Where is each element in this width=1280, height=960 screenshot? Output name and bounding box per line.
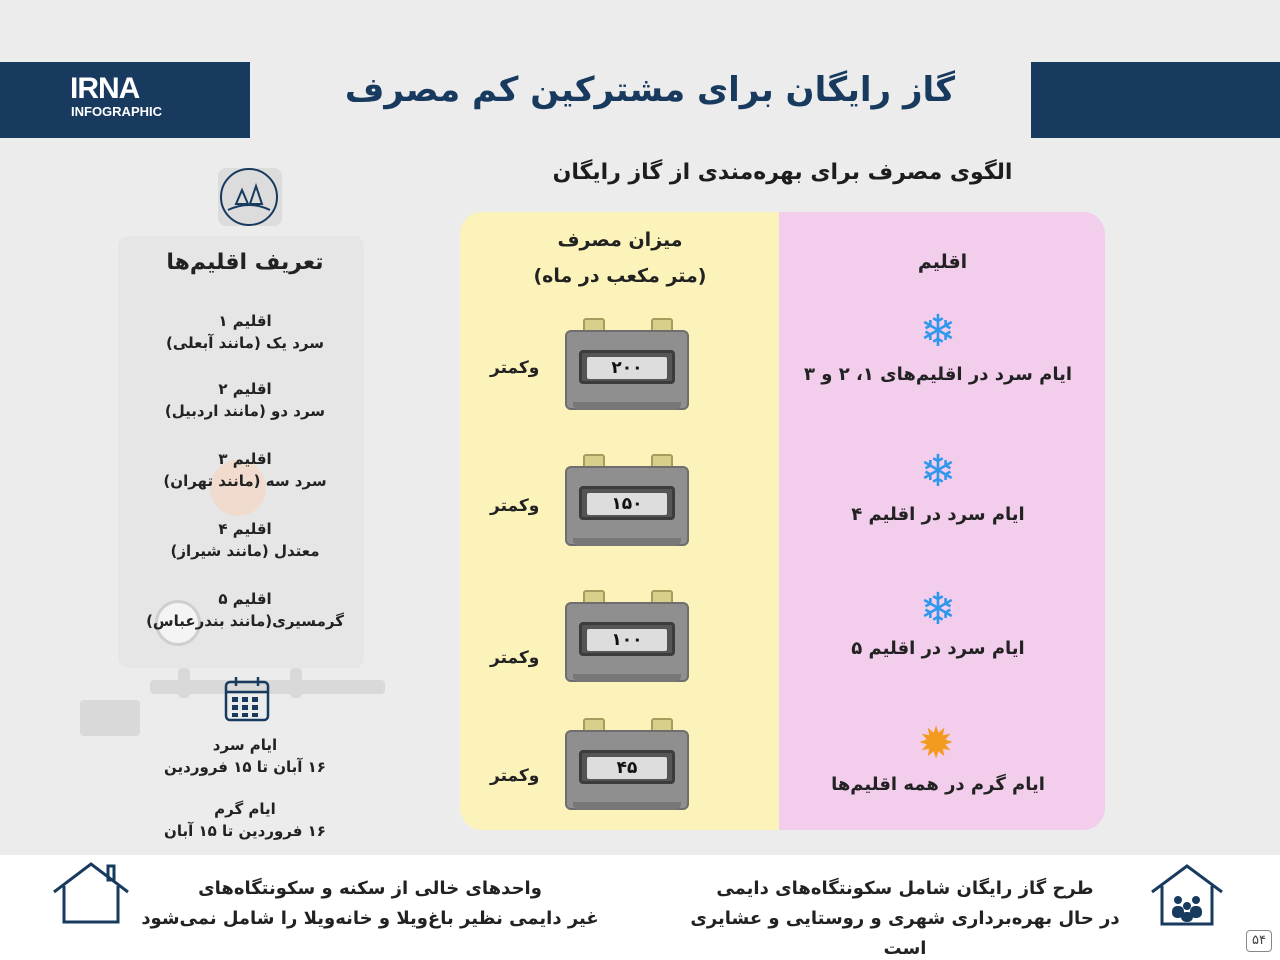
header-right-bar xyxy=(1031,62,1280,138)
zone-name: اقلیم ۱ xyxy=(218,312,272,330)
gas-meter-icon xyxy=(565,588,689,682)
usage-label: وکمتر xyxy=(490,766,540,786)
usage-label: وکمتر xyxy=(490,496,540,516)
empty-house-icon xyxy=(50,860,132,926)
section-subtitle: الگوی مصرف برای بهره‌مندی از گاز رایگان xyxy=(552,160,1013,185)
zone-description: معتدل (مانند شیراز) xyxy=(170,542,320,560)
logo-text: IRNA xyxy=(70,72,140,105)
snowflake-icon: ❄ xyxy=(919,584,957,635)
climate-description: ایام گرم در همه اقلیم‌ها xyxy=(831,774,1045,795)
climate-zone-item xyxy=(135,448,355,492)
snowflake-icon: ❄ xyxy=(919,446,957,497)
climate-zone-item xyxy=(135,310,355,354)
footer-left-text xyxy=(140,874,600,934)
zone-name: اقلیم ۲ xyxy=(218,380,272,398)
warm-days-range: ۱۶ فروردین تا ۱۵ آبان xyxy=(164,822,326,840)
climate-column-header: اقلیم xyxy=(917,251,968,273)
zone-description: سرد یک (مانند آبعلی) xyxy=(165,334,325,352)
footer-left-line1: واحدهای خالی از سکنه و سکونتگاه‌های xyxy=(198,878,542,899)
zone-name: اقلیم ۴ xyxy=(218,520,272,538)
meter-reading: ۱۰۰ xyxy=(587,629,667,651)
logo-subtext: INFOGRAPHIC xyxy=(71,104,162,119)
footer-left-line2: غیر دایمی نظیر باغ‌ویلا و خانه‌ویلا را شامل نمی‌شود xyxy=(141,908,599,929)
zone-name: اقلیم ۳ xyxy=(218,450,272,468)
climate-description: ایام سرد در اقلیم ۴ xyxy=(851,504,1025,525)
climate-zone-item xyxy=(135,588,355,632)
zone-name: اقلیم ۵ xyxy=(218,590,272,608)
gas-meter-icon xyxy=(565,452,689,546)
cold-days-block xyxy=(115,734,375,778)
family-house-icon xyxy=(1146,862,1228,928)
climate-zone-item xyxy=(135,518,355,562)
gas-meter-icon xyxy=(565,316,689,410)
nature-icon xyxy=(216,164,282,230)
footer-right-line1: طرح گاز رایگان شامل سکونتگاه‌های دایمی xyxy=(716,878,1094,899)
meter-reading: ۴۵ xyxy=(587,757,667,779)
sun-icon: ✹ xyxy=(917,718,955,769)
page-number: ۵۴ xyxy=(1246,930,1272,952)
warm-days-block xyxy=(115,798,375,842)
climate-description: ایام سرد در اقلیم‌های ۱، ۲ و ۳ xyxy=(803,364,1073,385)
climates-title: تعریف اقلیم‌ها xyxy=(166,250,324,275)
climate-description: ایام سرد در اقلیم ۵ xyxy=(851,638,1025,659)
zone-description: سرد سه (مانند تهران) xyxy=(163,472,327,490)
cold-days-range: ۱۶ آبان تا ۱۵ فروردین xyxy=(164,758,326,776)
usage-label: وکمتر xyxy=(490,358,540,378)
footer-right-line2: در حال بهره‌برداری شهری و روستایی و عشایری است xyxy=(690,908,1120,959)
zone-description: گرمسیری(مانند بندرعباس) xyxy=(146,612,344,630)
calendar-icon xyxy=(222,674,272,724)
warm-days-title: ایام گرم xyxy=(214,800,276,818)
footer-right-text xyxy=(680,874,1130,960)
boiler-valve xyxy=(80,700,140,736)
snowflake-icon: ❄ xyxy=(919,306,957,357)
usage-header-line2: (متر مکعب در ماه) xyxy=(533,265,707,287)
usage-column-header xyxy=(490,222,750,294)
page-title: گاز رایگان برای مشترکین کم مصرف xyxy=(344,70,956,110)
usage-label: وکمتر xyxy=(490,648,540,668)
climate-zone-item xyxy=(135,378,355,422)
zone-description: سرد دو (مانند اردبیل) xyxy=(164,402,326,420)
meter-reading: ۲۰۰ xyxy=(587,357,667,379)
meter-reading: ۱۵۰ xyxy=(587,493,667,515)
usage-header-line1: میزان مصرف xyxy=(557,229,683,251)
gas-meter-icon xyxy=(565,716,689,810)
cold-days-title: ایام سرد xyxy=(212,736,278,754)
